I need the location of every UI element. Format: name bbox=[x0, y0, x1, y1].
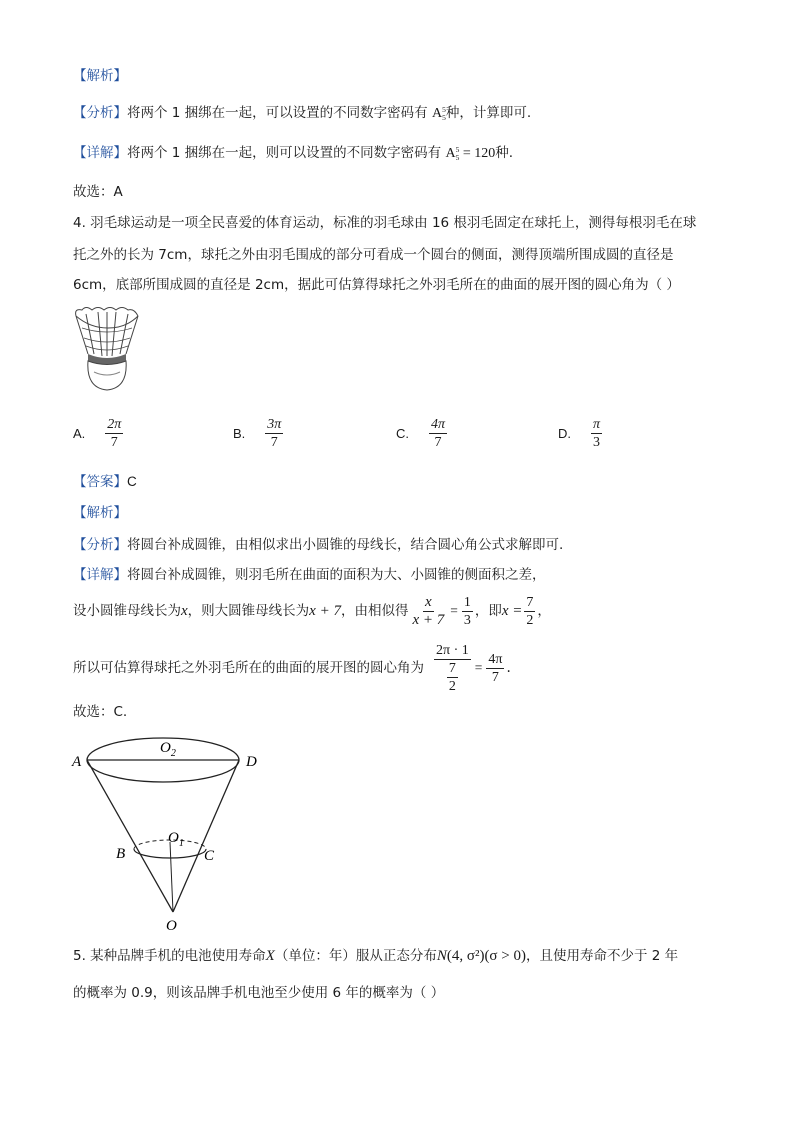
fraction-central-angle: $\frac{2\pi \cdot 1}{\frac{7}{2}}$ bbox=[436, 642, 469, 694]
fraction-seven-halves: $\frac{7}{2}$ bbox=[526, 594, 534, 628]
fraction-one-third: $\frac{1}{3}$ bbox=[463, 594, 471, 628]
option-a[interactable]: A. $\frac{2\pi}{7}$ bbox=[73, 417, 122, 450]
answer-tag: 【答案】 bbox=[73, 474, 127, 490]
label-o1: $O_1$ bbox=[168, 830, 184, 849]
q4-line-1: 4. 羽毛球运动是一项全民喜爱的体育运动，标准的羽毛球由 16 根羽毛固定在球托上，测得每根羽毛在球 bbox=[73, 215, 697, 231]
q4-line-3: 6cm，底部所围成圆的直径是 2cm，据此可估算得球托之外羽毛所在的曲面的展开图的圆心角为（ ） bbox=[73, 277, 680, 293]
label-o: O bbox=[166, 918, 177, 932]
perm-expression: A 5 5 = 120 bbox=[445, 144, 496, 162]
label-c: C bbox=[204, 848, 215, 864]
xiangjie-text: 将两个 1 捆绑在一起，则可以设置的不同数字密码有 bbox=[127, 145, 442, 161]
option-c[interactable]: C. $\frac{4\pi}{7}$ bbox=[396, 417, 446, 450]
xiangjie-line-4: 【详解】将圆台补成圆锥，则羽毛所在曲面的面积为大、小圆锥的侧面积之差， bbox=[73, 567, 546, 583]
fraction-result: $\frac{4\pi}{7}$ bbox=[488, 651, 503, 685]
fenxi-tail: 种，计算即可. bbox=[445, 105, 532, 121]
label-b: B bbox=[116, 846, 126, 862]
perm-symbol: A 5 5 bbox=[431, 104, 446, 122]
shuttlecock-image bbox=[72, 306, 144, 396]
answer-line-4 bbox=[73, 472, 137, 492]
answer-choice-4: 故选：C. bbox=[73, 704, 128, 720]
answer-choice-3: 故选：A bbox=[73, 184, 123, 200]
central-angle-line: 所以可估算得球托之外羽毛所在的曲面的展开图的圆心角为 $\frac{2\pi \cdot 1}{\frac{7}{2}}$ = $\frac{4\pi}{7}$ . bbox=[73, 642, 511, 694]
label-d: D bbox=[246, 754, 257, 770]
section-jiexi-4: 【解析】 bbox=[73, 505, 127, 521]
fenxi-tag: 【分析】 bbox=[73, 105, 127, 121]
option-d[interactable]: D. $\frac{\pi}{3}$ bbox=[558, 417, 601, 450]
section-jiexi-3: 【解析】 bbox=[73, 68, 127, 84]
fenxi-line-3 bbox=[73, 103, 531, 124]
xiangjie-tag: 【详解】 bbox=[73, 145, 127, 161]
q4-line-2: 托之外的长为 7cm，球托之外由羽毛围成的部分可看成一个圆台的侧面，测得顶端所围成圆的直径是 bbox=[73, 247, 674, 263]
xiangjie-tail: 种. bbox=[495, 145, 514, 161]
option-b[interactable]: B. $\frac{3\pi}{7}$ bbox=[233, 417, 282, 450]
answer-value: C bbox=[127, 474, 137, 489]
fenxi-line-4: 【分析】将圆台补成圆锥，由相似求出小圆锥的母线长，结合圆心角公式求解即可. bbox=[73, 537, 564, 553]
label-o2: $O_2$ bbox=[160, 740, 176, 759]
label-a: A bbox=[72, 754, 82, 770]
q5-line-1: 5. 某种品牌手机的电池使用寿命 X （单位：年）服从正态分布 N (4, σ²) (σ > 0) ，且使用寿命不少于 2 年 bbox=[73, 948, 679, 964]
similarity-line: 设小圆锥母线长为 x ，则大圆锥母线长为 x + 7 ，由相似得 $\frac{x}{x + 7}$ = $\frac{1}{3}$ ，即 x = $\frac{7}{2}$ ， bbox=[73, 593, 551, 628]
fraction-x-over-x7: $\frac{x}{x + 7}$ bbox=[412, 593, 445, 628]
q5-line-2: 的概率为 0.9，则该品牌手机电池至少使用 6 年的概率为（ ） bbox=[73, 985, 445, 1001]
xiangjie-line-3 bbox=[73, 143, 513, 164]
cone-diagram bbox=[70, 732, 270, 932]
fenxi-text: 将两个 1 捆绑在一起，可以设置的不同数字密码有 bbox=[127, 105, 428, 121]
